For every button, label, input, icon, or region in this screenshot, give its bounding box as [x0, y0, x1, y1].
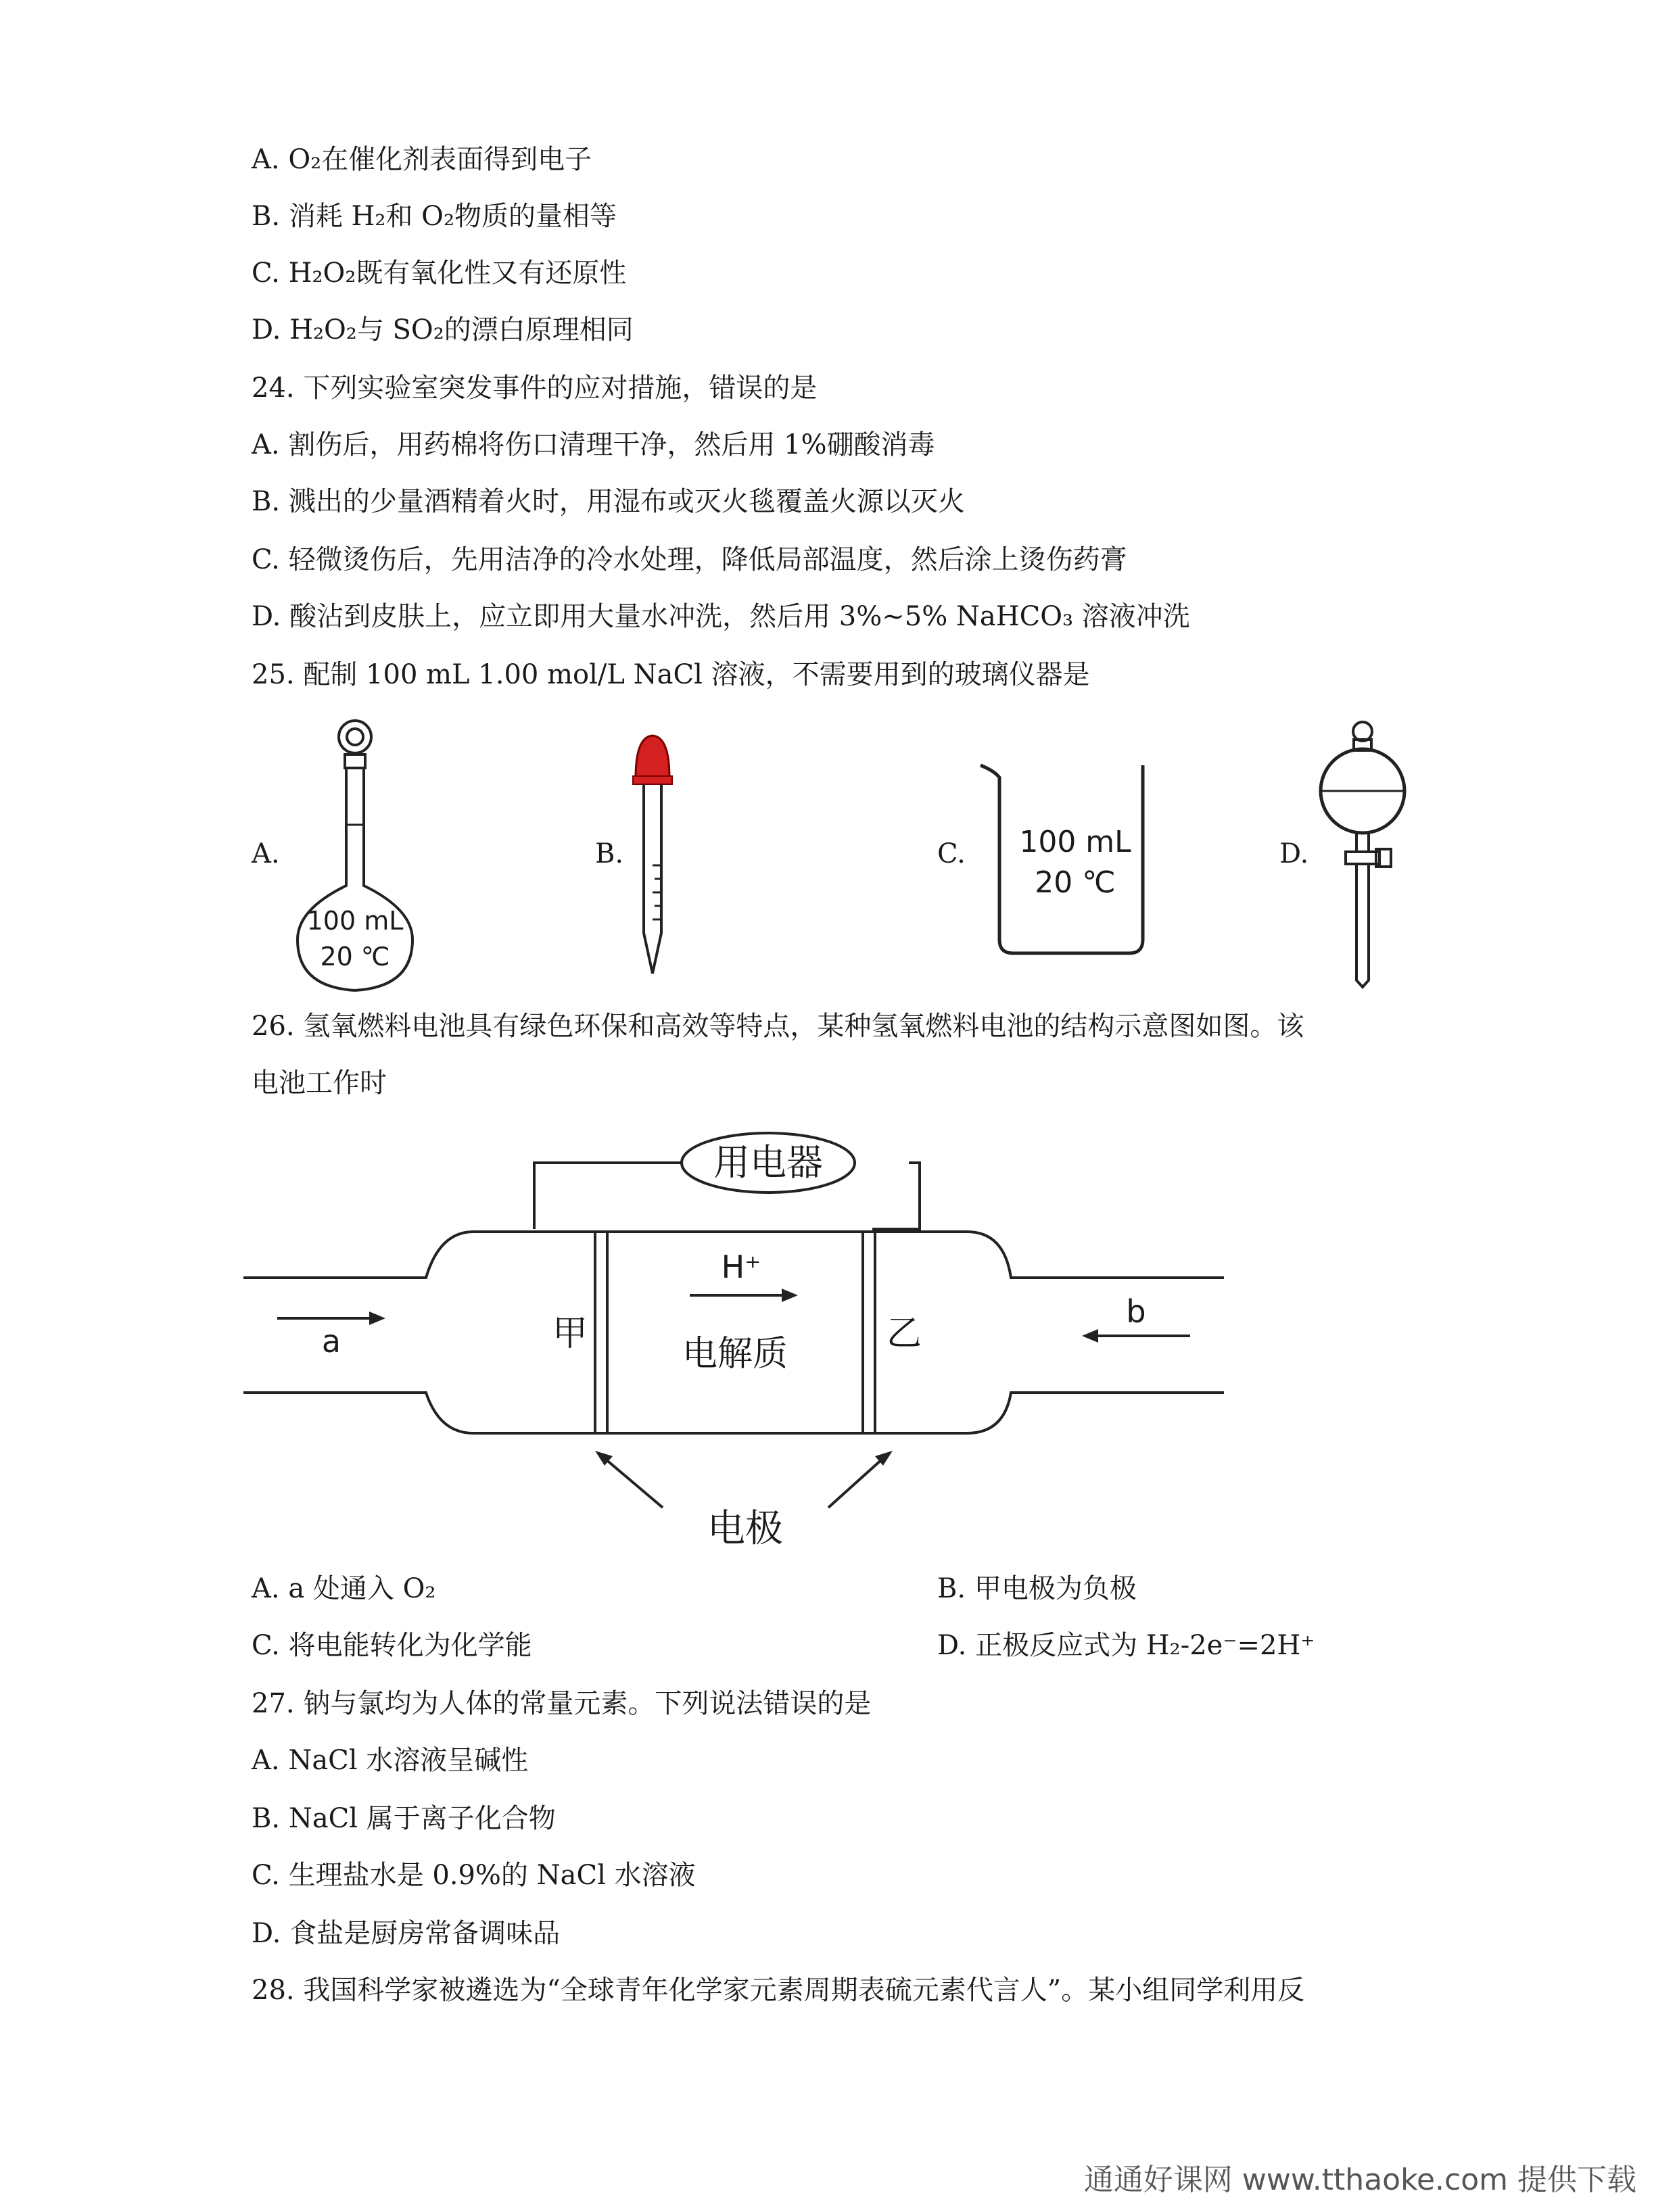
q27-stem: 27. 钠与氯均为人体的常量元素。下列说法错误的是: [252, 1688, 872, 1719]
beaker-volume-label: 100 mL: [1019, 825, 1131, 859]
beaker-temp-label: 20 ℃: [1035, 865, 1116, 900]
electrolyte-label: 电解质: [682, 1334, 788, 1374]
q24-stem: 24. 下列实验室突发事件的应对措施，错误的是: [252, 372, 818, 404]
flask-volume-label: 100 mL: [306, 906, 404, 936]
q25-label-c: C.: [937, 838, 966, 869]
right-electrode: [863, 1232, 875, 1433]
q26-option-a: A. a 处通入 O₂: [252, 1573, 436, 1604]
q27-option-b: B. NaCl 属于离子化合物: [252, 1803, 556, 1834]
q26-option-c: C. 将电能转化为化学能: [252, 1630, 532, 1661]
left-electrode-label: 甲: [552, 1314, 588, 1354]
q25-label-b: B.: [595, 838, 624, 869]
electrode-label: 电极: [707, 1507, 783, 1551]
q27-option-c: C. 生理盐水是 0.9%的 NaCl 水溶液: [252, 1860, 696, 1891]
q25-label-d: D.: [1279, 838, 1309, 869]
flask-temp-label: 20 ℃: [320, 942, 390, 971]
fuel-cell-diagram: [243, 1122, 1237, 1568]
q23-option-b: B. 消耗 H₂和 O₂物质的量相等: [252, 201, 617, 232]
q24-option-a: A. 割伤后，用药棉将伤口清理干净，然后用 1%硼酸消毒: [252, 429, 935, 460]
ion-label: H⁺: [721, 1249, 761, 1285]
q24-option-b: B. 溅出的少量酒精着火时，用湿布或灭火毯覆盖火源以灭火: [252, 486, 965, 517]
q24-option-d: D. 酸沾到皮肤上，应立即用大量水冲洗，然后用 3%~5% NaHCO₃ 溶液冲洗: [252, 601, 1190, 632]
beaker-icon: [974, 757, 1156, 960]
q23-option-d: D. H₂O₂与 SO₂的漂白原理相同: [252, 314, 634, 345]
device-label: 用电器: [713, 1141, 823, 1184]
q27-option-d: D. 食盐是厨房常备调味品: [252, 1918, 561, 1949]
volumetric-flask-icon: [284, 717, 426, 1001]
q25-stem: 25. 配制 100 mL 1.00 mol/L NaCl 溶液，不需要用到的玻璃仪器是: [252, 659, 1090, 690]
q28-stem: 28. 我国科学家被遴选为“全球青年化学家元素周期表硫元素代言人”。某小组同学利用反: [252, 1975, 1305, 2006]
q23-option-c: C. H₂O₂既有氧化性又有还原性: [252, 258, 627, 289]
watermark-text: 通通好课网 www.tthaoke.com 提供下载: [1083, 2163, 1636, 2197]
q25-label-a: A.: [252, 838, 280, 869]
q27-option-a: A. NaCl 水溶液呈碱性: [252, 1745, 529, 1776]
inlet-a-label: a: [321, 1323, 341, 1360]
q26-stem-line1: 26. 氢氧燃料电池具有绿色环保和高效等特点，某种氢氧燃料电池的结构示意图如图。该: [252, 1011, 1304, 1042]
inlet-b-label: b: [1126, 1293, 1146, 1330]
separatory-funnel-icon: [1312, 717, 1413, 1001]
q26-option-b: B. 甲电极为负极: [937, 1573, 1137, 1604]
q24-option-c: C. 轻微烫伤后，先用洁净的冷水处理，降低局部温度，然后涂上烫伤药膏: [252, 544, 1127, 575]
left-electrode: [595, 1232, 607, 1433]
q26-option-d: D. 正极反应式为 H₂-2e⁻=2H⁺: [937, 1630, 1315, 1661]
q26-stem-line2: 电池工作时: [252, 1067, 387, 1099]
dropper-icon: [622, 730, 683, 980]
q23-option-a: A. O₂在催化剂表面得到电子: [252, 144, 592, 175]
right-electrode-label: 乙: [886, 1314, 922, 1354]
